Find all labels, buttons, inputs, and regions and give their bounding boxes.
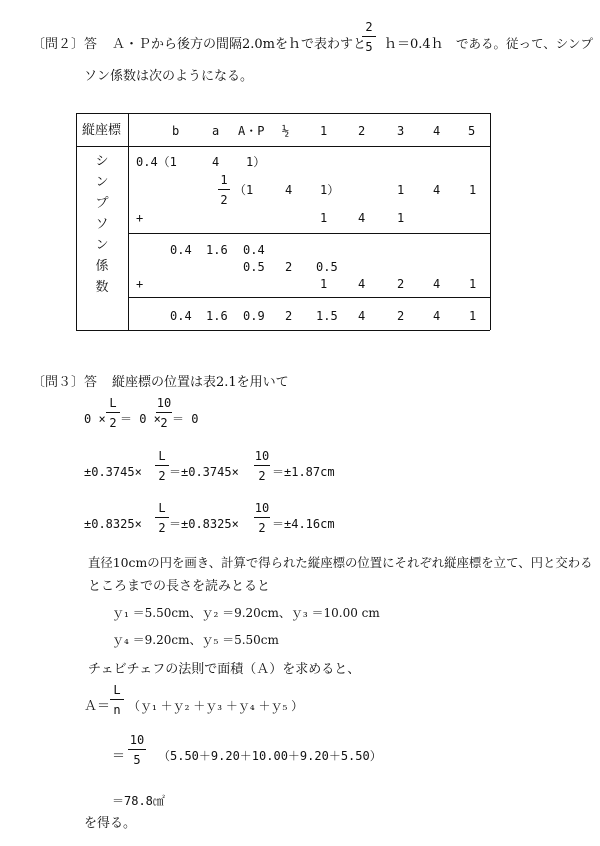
eq2-frac-10 bbox=[254, 450, 270, 482]
frac-den: 2 bbox=[258, 521, 266, 535]
table-header-label: 縦座標 bbox=[82, 123, 122, 138]
r1-cell: 0.4（1 bbox=[136, 155, 177, 169]
table-mid-border bbox=[128, 233, 490, 234]
r5-cell: 0.5 bbox=[243, 260, 265, 274]
header-1: 1 bbox=[320, 124, 328, 138]
r3-cell: 1 bbox=[397, 211, 405, 225]
fraction-bar bbox=[155, 517, 169, 518]
r1-cell: 4 bbox=[212, 155, 220, 169]
row-label-char: シ bbox=[95, 154, 109, 169]
frac-den: 2 bbox=[158, 521, 166, 535]
frac-den: 2 bbox=[160, 416, 168, 430]
r6-cell: 4 bbox=[433, 277, 441, 291]
header-b: b bbox=[172, 124, 180, 138]
total-cell: 2 bbox=[285, 309, 293, 323]
header-a: a bbox=[212, 124, 220, 138]
r2-cell: 4 bbox=[433, 183, 441, 197]
r3-cell: 4 bbox=[358, 211, 366, 225]
calc-frac bbox=[128, 734, 146, 766]
q3-y-line2: ｙ₄ ＝9.20cm、ｙ₅ ＝5.50cm bbox=[112, 633, 279, 647]
q3-chebyshev: チェビチェフの法則で面積（Ａ）を求めると、 bbox=[88, 662, 361, 677]
frac-num: L bbox=[158, 501, 166, 515]
q2-fraction bbox=[362, 21, 376, 53]
fraction-bar bbox=[218, 189, 230, 190]
header-half: ½ bbox=[282, 124, 290, 138]
q3-para1: 直径10cmの円を画き、計算で得られた縦座標の位置にそれぞれ縦座標を立て、円と交わる bbox=[88, 555, 593, 570]
eq1-frac-10 bbox=[156, 397, 172, 429]
total-cell: 4 bbox=[358, 309, 366, 323]
q3-result: ＝78.8㎠ bbox=[112, 794, 165, 808]
r2-cell: 1） bbox=[320, 183, 340, 197]
fraction-bar bbox=[155, 465, 169, 466]
q3-end: を得る。 bbox=[84, 816, 137, 831]
frac-den: 2 bbox=[109, 416, 117, 430]
r2-cell: （1 bbox=[234, 183, 254, 197]
eq1-part: ＝ 0 × bbox=[120, 412, 161, 426]
eq2-part: ＝±0.3745× bbox=[169, 465, 239, 479]
header-4: 4 bbox=[433, 124, 441, 138]
total-cell: 1.5 bbox=[316, 309, 338, 323]
frac-num: L bbox=[113, 683, 121, 697]
table-total-border bbox=[128, 297, 490, 298]
r6-cell: 1 bbox=[320, 277, 328, 291]
table-divider bbox=[128, 113, 129, 330]
fraction-bar bbox=[128, 749, 146, 750]
q3-para2: ところまでの長さを読みとると bbox=[88, 579, 271, 594]
q2-frac-num: 2 bbox=[365, 20, 373, 34]
total-cell: 1 bbox=[469, 309, 477, 323]
r5-cell: 2 bbox=[285, 260, 293, 274]
row-label-char: ン bbox=[95, 175, 109, 190]
r6-cell: 1 bbox=[469, 277, 477, 291]
area-lhs: Ａ＝ bbox=[84, 699, 111, 714]
q2-line1-formula: ｈ＝0.4ｈ bbox=[384, 37, 444, 52]
fraction-bar bbox=[110, 699, 124, 700]
table-header-border bbox=[76, 146, 490, 147]
r5-cell: 0.5 bbox=[316, 260, 338, 274]
eq1-part: ＝ 0 bbox=[172, 412, 199, 426]
q2-line2: ソン係数は次のようになる。 bbox=[84, 69, 254, 84]
total-cell: 0.9 bbox=[243, 309, 265, 323]
q2-line1-tail: である。従って、シンプ bbox=[456, 36, 593, 51]
r2-half-fraction bbox=[218, 174, 230, 206]
q2-label: 〔問２〕答 bbox=[32, 37, 98, 52]
eq1-part: 0 × bbox=[84, 412, 106, 426]
row-label-char: 係 bbox=[95, 259, 109, 274]
table-bottom-border bbox=[76, 330, 490, 331]
q3-y-line1: ｙ₁ ＝5.50cm、ｙ₂ ＝9.20cm、ｙ₃ ＝10.00 cm bbox=[112, 606, 380, 620]
eq3-part: ±0.8325× bbox=[84, 517, 142, 531]
r3-plus: + bbox=[136, 211, 144, 225]
total-cell: 1.6 bbox=[206, 309, 228, 323]
eq3-part: ＝±0.8325× bbox=[169, 517, 239, 531]
frac-num: 10 bbox=[156, 396, 172, 410]
header-3: 3 bbox=[397, 124, 405, 138]
total-cell: 4 bbox=[433, 309, 441, 323]
r1-cell: 1） bbox=[246, 155, 266, 169]
eq1-frac-l bbox=[106, 397, 120, 429]
eq2-part: ＝±1.87cm bbox=[272, 465, 335, 479]
fraction-bar bbox=[254, 517, 270, 518]
r6-cell: 4 bbox=[358, 277, 366, 291]
frac-den: 5 bbox=[133, 753, 141, 767]
row-label-char: プ bbox=[95, 196, 109, 211]
q3-label: 〔問３〕答 bbox=[32, 375, 98, 390]
r3-cell: 1 bbox=[320, 211, 328, 225]
area-frac bbox=[110, 684, 124, 716]
table-top-border bbox=[76, 113, 490, 114]
frac-den: n bbox=[113, 703, 121, 717]
header-5: 5 bbox=[468, 124, 476, 138]
eq2-frac-l bbox=[155, 450, 169, 482]
total-cell: 0.4 bbox=[170, 309, 192, 323]
table-right-border bbox=[490, 113, 491, 330]
row-label-char: 数 bbox=[95, 280, 109, 295]
frac-den: 2 bbox=[258, 469, 266, 483]
calc-eq: ＝ bbox=[112, 749, 126, 764]
r6-plus: + bbox=[136, 277, 144, 291]
fraction-bar bbox=[362, 36, 376, 37]
frac-num: L bbox=[158, 449, 166, 463]
header-2: 2 bbox=[358, 124, 366, 138]
frac-num: 10 bbox=[129, 733, 145, 747]
r2-cell: 1 bbox=[469, 183, 477, 197]
q2-line1-text: Ａ・Ｐから後方の間隔2.0mをｈで表わすと bbox=[112, 37, 367, 52]
eq3-part: ＝±4.16cm bbox=[272, 517, 335, 531]
r4-cell: 0.4 bbox=[243, 243, 265, 257]
q2-frac-den: 5 bbox=[365, 40, 373, 54]
eq2-part: ±0.3745× bbox=[84, 465, 142, 479]
eq3-frac-l bbox=[155, 502, 169, 534]
q3-intro: 縦座標の位置は表2.1を用いて bbox=[112, 375, 289, 390]
frac-num: L bbox=[109, 396, 117, 410]
r2-frac-den: 2 bbox=[220, 193, 228, 207]
fraction-bar bbox=[254, 465, 270, 466]
header-ap: A・P bbox=[238, 124, 265, 138]
frac-num: 10 bbox=[254, 501, 270, 515]
frac-num: 10 bbox=[254, 449, 270, 463]
calc-rhs: （5.50＋9.20＋10.00＋9.20＋5.50） bbox=[158, 749, 382, 763]
r4-cell: 0.4 bbox=[170, 243, 192, 257]
fraction-bar bbox=[156, 412, 172, 413]
frac-den: 2 bbox=[158, 469, 166, 483]
r2-cell: 4 bbox=[285, 183, 293, 197]
area-rhs: （ｙ₁ ＋ｙ₂ ＋ｙ₃ ＋ｙ₄ ＋ｙ₅ ） bbox=[128, 699, 304, 713]
eq3-frac-10 bbox=[254, 502, 270, 534]
row-label-char: ソ bbox=[95, 217, 109, 232]
total-cell: 2 bbox=[397, 309, 405, 323]
r6-cell: 2 bbox=[397, 277, 405, 291]
row-label-char: ン bbox=[95, 238, 109, 253]
r4-cell: 1.6 bbox=[206, 243, 228, 257]
table-left-border bbox=[76, 113, 77, 330]
r2-cell: 1 bbox=[397, 183, 405, 197]
r2-frac-num: 1 bbox=[220, 173, 228, 187]
fraction-bar bbox=[106, 412, 120, 413]
